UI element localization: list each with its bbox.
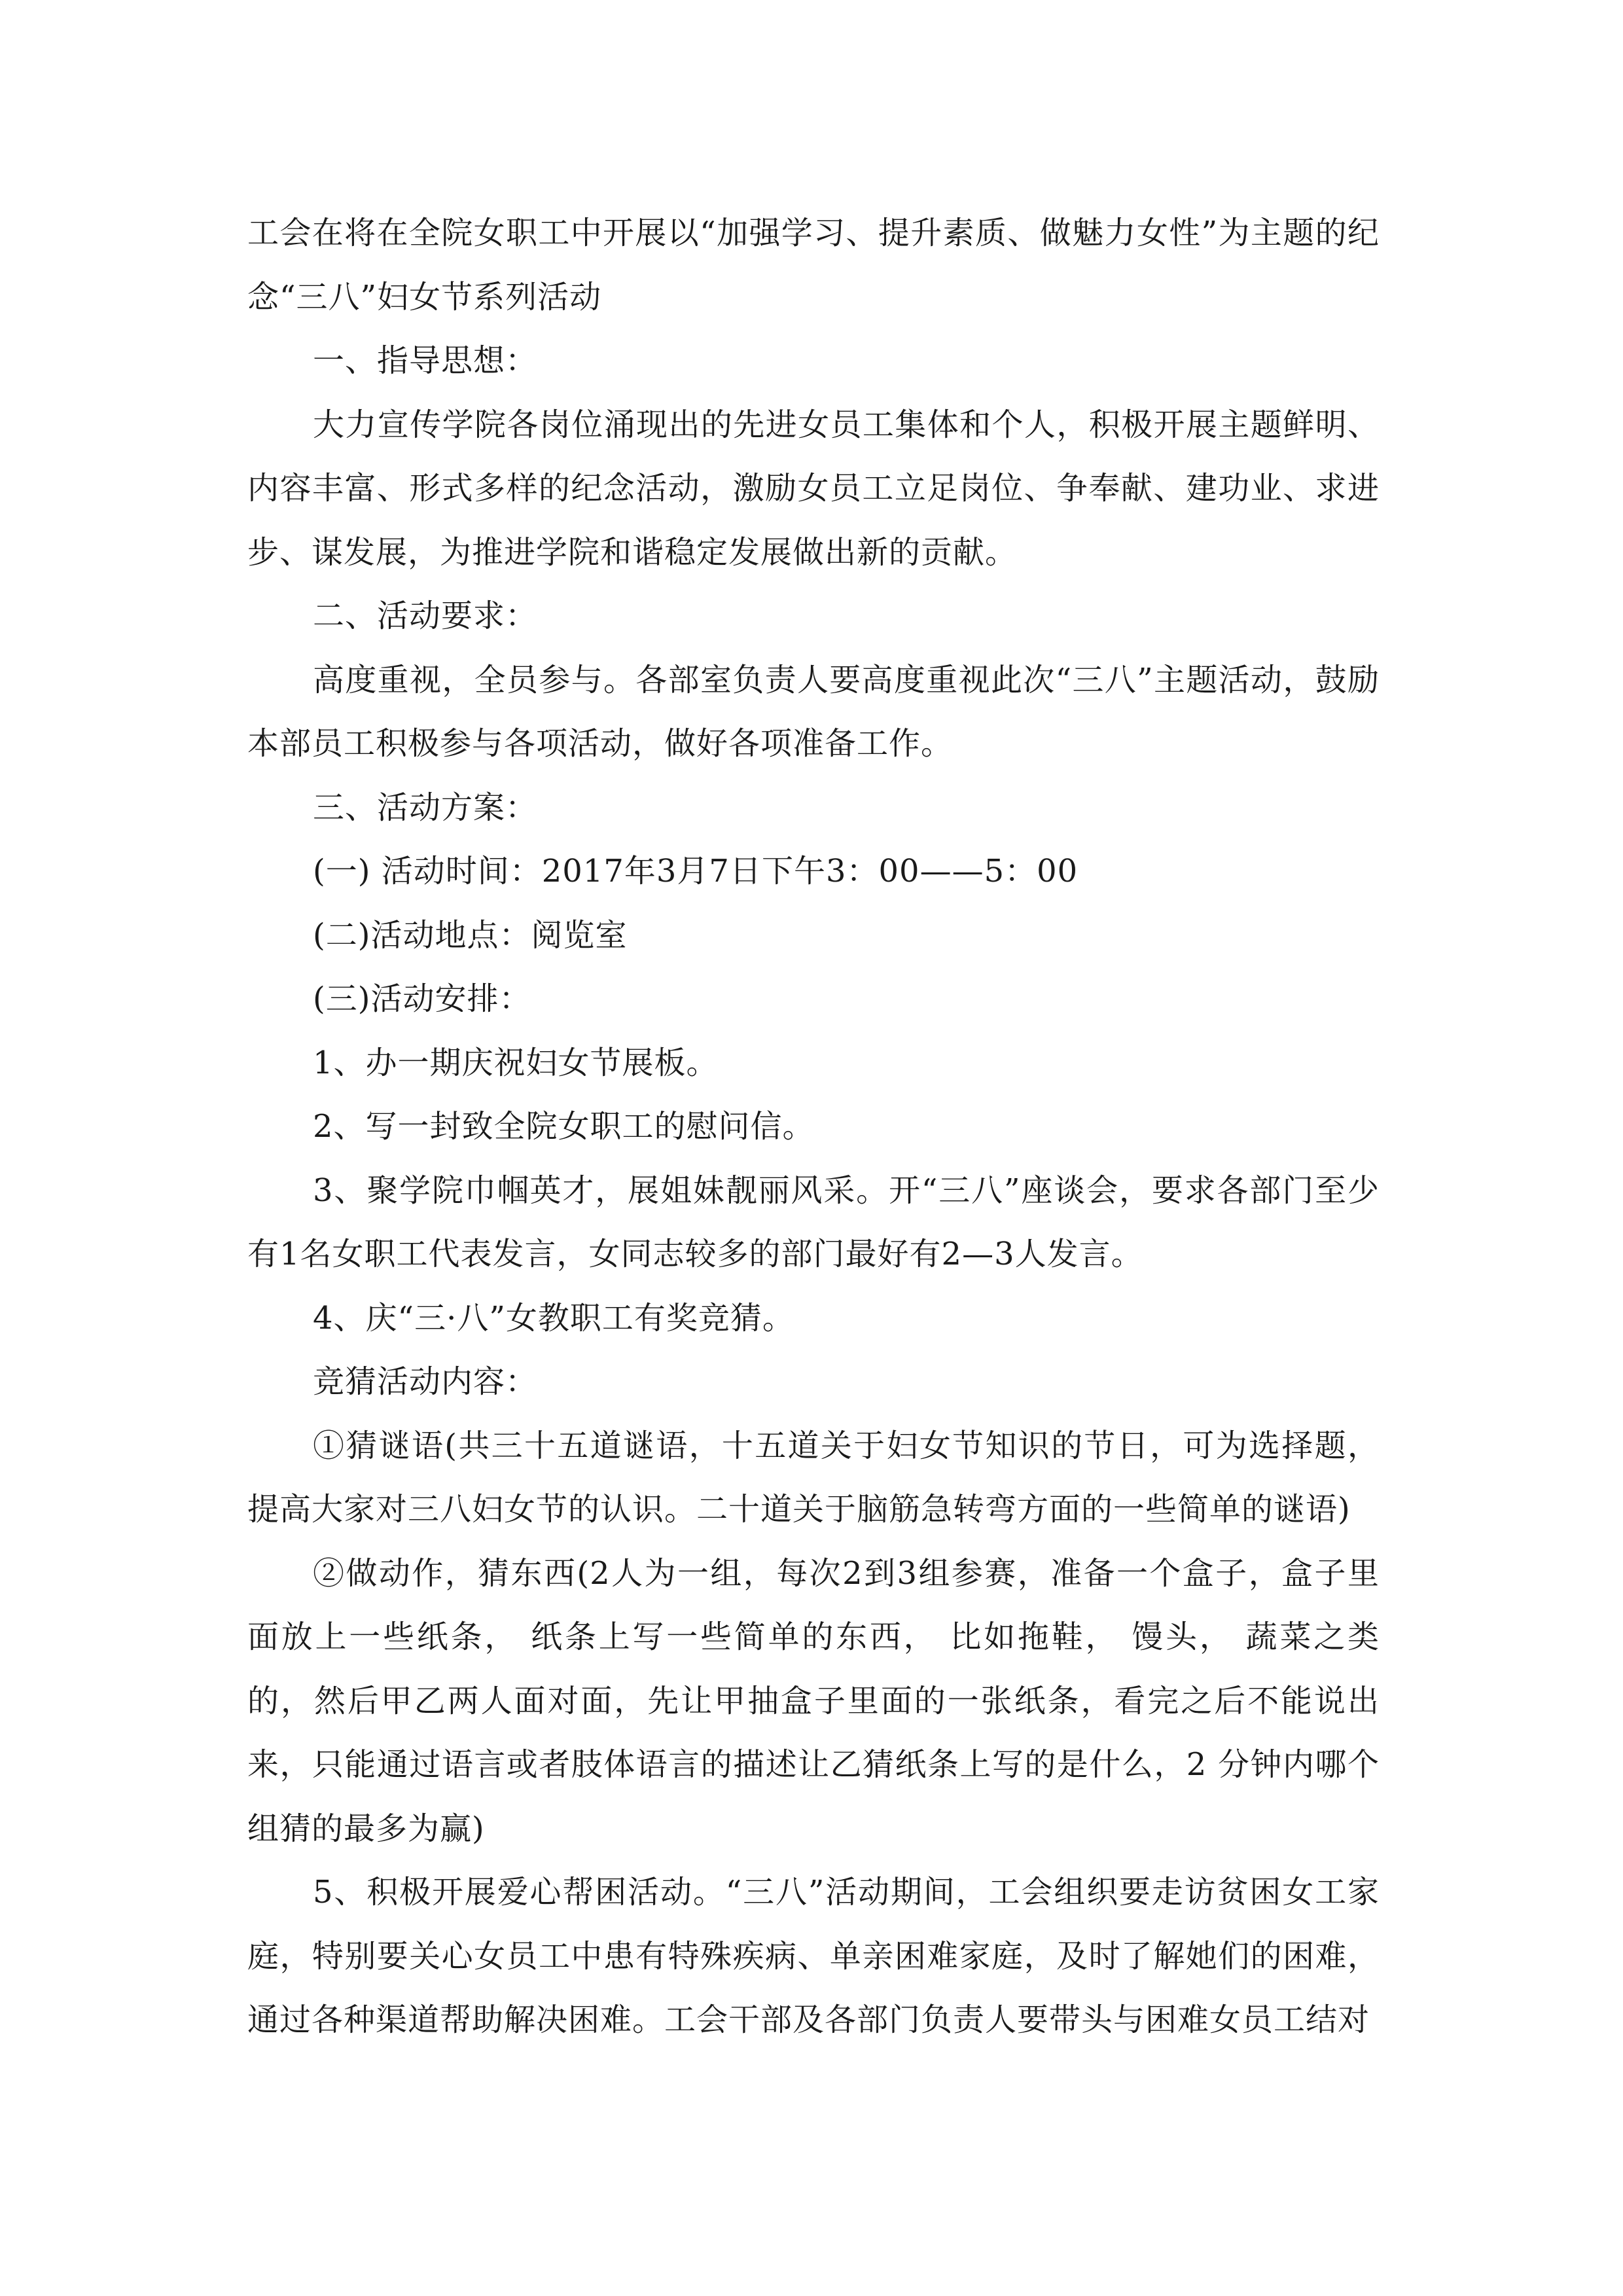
quiz-riddles-paragraph: ①猜谜语(共三十五道谜语，十五道关于妇女节知识的节日，可为选择题，提高大家对三八妇女节的认识。二十道关于脑筋急转弯方面的一些简单的谜语) bbox=[247, 1427, 1380, 1528]
arrangement-item-5: 5、积极开展爱心帮困活动。“三八”活动期间，工会组织要走访贫困女工家庭，特别要关心女员工中患有特殊疾病、单亲困难家庭，及时了解她们的困难，通过各种渠道帮助解决困难。工会干部及各部门负责人要带头与困难女员工结对 bbox=[247, 1874, 1380, 2038]
quiz-charades-paragraph: ②做动作，猜东西(2人为一组，每次2到3组参赛，准备一个盒子，盒子里面放上一些纸条， 纸条上写一些简单的东西， 比如拖鞋， 馒头， 蔬菜之类的，然后甲乙两人面对面，先让甲抽盒子里面的一张纸条，看完之后不能说出来，只能通过语言或者肢体语言的描述让乙猜纸条上写的是什么，2 分钟内哪个组猜的最多为赢) bbox=[247, 1554, 1380, 1847]
section-heading-requirements: 二、活动要求： bbox=[313, 598, 538, 634]
requirements-paragraph: 高度重视，全员参与。各部室负责人要高度重视此次“三八”主题活动，鼓励本部员工积极参与各项活动，做好各项准备工作。 bbox=[247, 661, 1380, 762]
intro-paragraph: 工会在将在全院女职工中开展以“加强学习、提升素质、做魅力女性”为主题的纪念“三八”妇女节系列活动 bbox=[247, 215, 1380, 315]
arrangement-item-2: 2、写一封致全院女职工的慰问信。 bbox=[313, 1108, 815, 1145]
arrangement-item-3: 3、聚学院巾帼英才，展姐妹靓丽风采。开“三八”座谈会，要求各部门至少有1名女职工代表发言，女同志较多的部门最好有2—3人发言。 bbox=[247, 1172, 1380, 1272]
section-heading-plan: 三、活动方案： bbox=[313, 789, 538, 826]
plan-arrangement-heading: (三)活动安排： bbox=[313, 980, 531, 1017]
arrangement-item-4: 4、庆“三·八”女教职工有奖竞猜。 bbox=[313, 1299, 794, 1336]
arrangement-item-1: 1、办一期庆祝妇女节展板。 bbox=[313, 1044, 719, 1081]
guiding-thought-paragraph: 大力宣传学院各岗位涌现出的先进女员工集体和个人，积极开展主题鲜明、内容丰富、形式多样的纪念活动，激励女员工立足岗位、争奉献、建功业、求进步、谋发展，为推进学院和谐稳定发展做出新的贡献。 bbox=[247, 406, 1380, 571]
document-body bbox=[247, 202, 1380, 2053]
quiz-content-heading: 竞猜活动内容： bbox=[313, 1363, 538, 1400]
plan-time: (一) 活动时间：2017年3月7日下午3：00——5：00 bbox=[313, 853, 1079, 889]
section-heading-guiding-thought: 一、指导思想： bbox=[313, 342, 538, 379]
plan-location: (二)活动地点：阅览室 bbox=[313, 916, 628, 954]
